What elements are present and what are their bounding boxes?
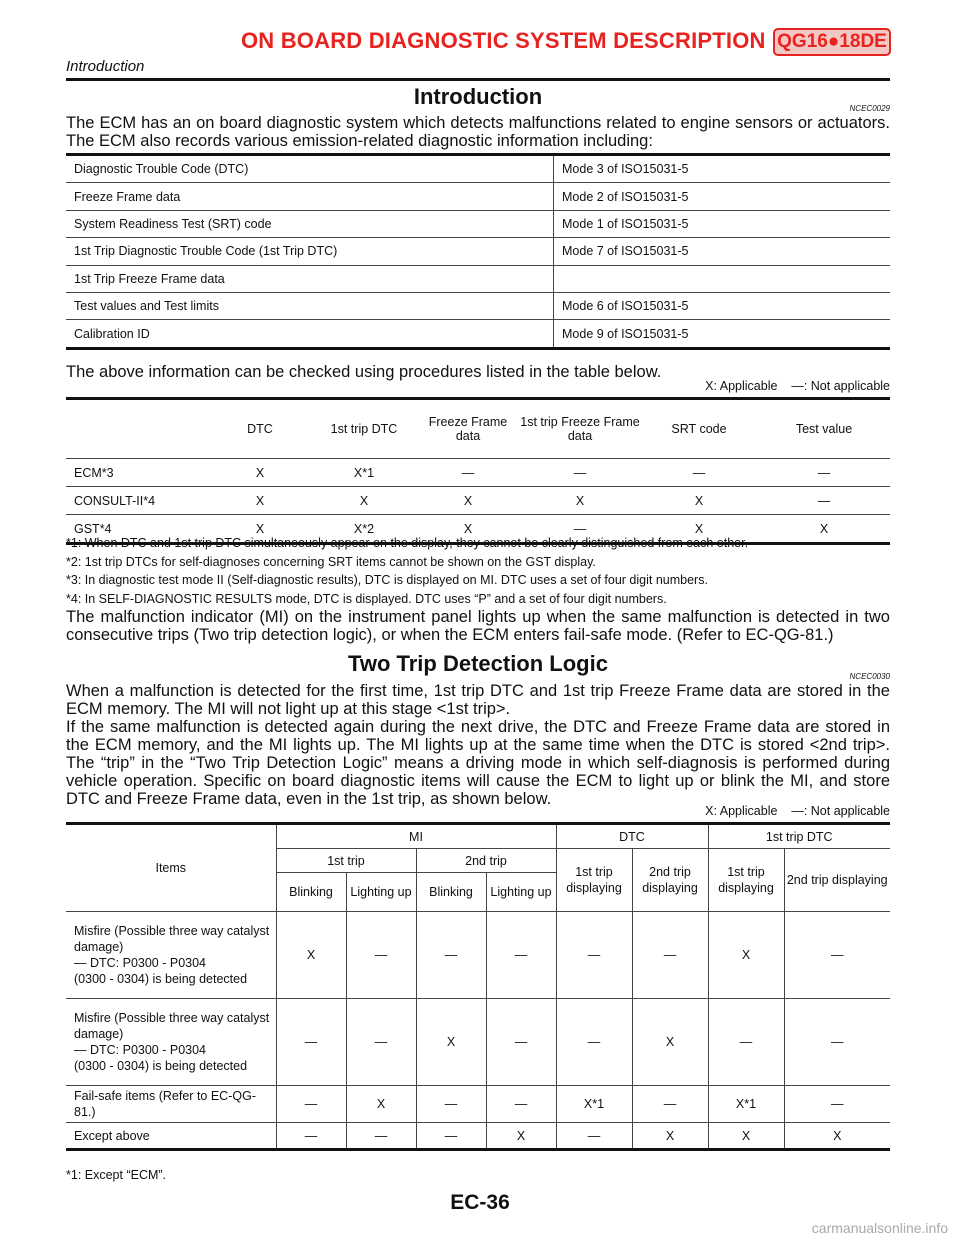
two-trip-cell: X xyxy=(276,912,346,999)
procedure-col-header: Freeze Frame data xyxy=(416,399,520,459)
two-trip-cell: — xyxy=(416,912,486,999)
intro-text: The ECM has an on board diagnostic system which detects malfunctions related to engine sensors or actuators. The ECM also records various emission-related diagnostic information including: xyxy=(66,114,890,150)
procedure-cell: — xyxy=(416,459,520,487)
watermark: carmanualsonline.info xyxy=(811,1220,948,1236)
two-trip-para-2: If the same malfunction is detected again during the next drive, the DTC and Freeze Frame data are stored in the ECM memory, and the MI lights up. The MI lights up at the same time when the DTC is stored <2nd trip>. The “trip” in the “Two Trip Detection Logic” means a driving mode in which self-diagnosis is performed during vehicle operation. Specific on board diagnostic items will cause the ECM to light up or blink the MI, and store DTC and Freeze Frame data, even in the 1st trip, as shown below. xyxy=(66,718,890,808)
mi-2nd-trip-header: 2nd trip xyxy=(416,849,556,873)
procedure-cell: X xyxy=(520,487,640,515)
dtc-2nd-trip-displaying: 2nd trip displaying xyxy=(632,849,708,912)
two-trip-code: NCEC0030 xyxy=(849,672,890,681)
info-name: System Readiness Test (SRT) code xyxy=(66,210,554,237)
mi-text: The malfunction indicator (MI) on the instrument panel lights up when the same malfunction is detected in two consecutive trips (Two trip detection logic), or when the ECM enters fail-safe mode. (Refer to EC-QG-81.) xyxy=(66,608,890,644)
two-trip-table xyxy=(66,822,890,1151)
procedure-cell: X xyxy=(416,515,520,544)
engine-code-badge: QG16●18DE xyxy=(773,28,891,56)
first-dtc-1st-trip-displaying: 1st trip displaying xyxy=(708,849,784,912)
legend-1: X: Applicable —: Not applicable xyxy=(705,379,890,393)
two-trip-title: Two Trip Detection Logic xyxy=(348,651,608,676)
two-trip-cell: — xyxy=(486,999,556,1086)
two-trip-cell: — xyxy=(708,999,784,1086)
procedure-cell: X xyxy=(312,487,416,515)
info-row xyxy=(66,183,890,210)
info-name: Diagnostic Trouble Code (DTC) xyxy=(66,155,554,183)
procedure-cell: — xyxy=(758,487,890,515)
two-trip-row xyxy=(66,999,890,1086)
two-trip-cell: — xyxy=(784,999,890,1086)
procedure-cell: X xyxy=(208,515,312,544)
procedure-cell: X xyxy=(640,515,758,544)
two-trip-row xyxy=(66,1086,890,1123)
footnotes xyxy=(66,534,748,608)
info-name: Freeze Frame data xyxy=(66,183,554,210)
procedure-cell: — xyxy=(520,459,640,487)
info-row xyxy=(66,155,890,183)
procedure-cell: X xyxy=(640,487,758,515)
procedure-row xyxy=(66,487,890,515)
info-mode: Mode 7 of ISO15031-5 xyxy=(554,238,891,265)
two-trip-cell: — xyxy=(346,912,416,999)
mi-paragraph xyxy=(66,608,890,644)
two-trip-cell: X xyxy=(708,1123,784,1150)
info-table xyxy=(66,153,890,350)
procedure-table-header-row xyxy=(66,399,890,459)
procedure-row-label: ECM*3 xyxy=(66,459,208,487)
info-row xyxy=(66,320,890,348)
two-trip-cell: — xyxy=(556,1123,632,1150)
two-trip-cell: — xyxy=(556,999,632,1086)
mi-2nd-blinking: Blinking xyxy=(416,873,486,912)
procedure-col-header: 1st trip DTC xyxy=(312,399,416,459)
procedure-col-header xyxy=(66,399,208,459)
two-trip-item: Misfire (Possible three way catalyst damage) — DTC: P0300 - P0304 (0300 - 0304) is being detected xyxy=(66,912,276,999)
info-name: 1st Trip Diagnostic Trouble Code (1st Trip DTC) xyxy=(66,238,554,265)
procedure-cell: — xyxy=(758,459,890,487)
info-name: Test values and Test limits xyxy=(66,292,554,319)
header-title: ON BOARD DIAGNOSTIC SYSTEM DESCRIPTION xyxy=(241,28,766,53)
two-trip-cell: X xyxy=(416,999,486,1086)
procedure-col-header: Test value xyxy=(758,399,890,459)
two-trip-cell: — xyxy=(632,912,708,999)
two-trip-cell: X xyxy=(632,1123,708,1150)
procedure-cell: X xyxy=(416,487,520,515)
intro-paragraph xyxy=(66,114,890,150)
two-trip-para-1: When a malfunction is detected for the first time, 1st trip DTC and 1st trip Freeze Frame data are stored in the ECM memory. The MI will not light up at this stage <1st trip>. xyxy=(66,682,890,718)
mi-header: MI xyxy=(276,824,556,849)
mi-1st-lighting-up: Lighting up xyxy=(346,873,416,912)
header-rule xyxy=(66,78,890,81)
info-row xyxy=(66,238,890,265)
first-dtc-2nd-trip-displaying: 2nd trip displaying xyxy=(784,849,890,912)
mi-1st-blinking: Blinking xyxy=(276,873,346,912)
two-trip-cell: — xyxy=(276,999,346,1086)
two-trip-cell: X xyxy=(346,1086,416,1123)
two-trip-cell: — xyxy=(784,912,890,999)
info-name: Calibration ID xyxy=(66,320,554,348)
procedure-col-header: DTC xyxy=(208,399,312,459)
procedure-cell: — xyxy=(520,515,640,544)
two-trip-cell: X xyxy=(784,1123,890,1150)
procedure-row xyxy=(66,459,890,487)
two-trip-cell: — xyxy=(556,912,632,999)
dtc-header: DTC xyxy=(556,824,708,849)
procedure-cell: X*1 xyxy=(312,459,416,487)
procedure-col-header: 1st trip Freeze Frame data xyxy=(520,399,640,459)
two-trip-table-body xyxy=(66,912,890,1150)
two-trip-cell: — xyxy=(632,1086,708,1123)
two-trip-row xyxy=(66,912,890,999)
two-trip-cell: — xyxy=(416,1123,486,1150)
info-mode: Mode 9 of ISO15031-5 xyxy=(554,320,891,348)
footnote: *2: 1st trip DTCs for self-diagnoses concerning SRT items cannot be shown on the GST display. xyxy=(66,554,596,569)
mi-2nd-lighting-up: Lighting up xyxy=(486,873,556,912)
two-trip-item: Except above xyxy=(66,1123,276,1150)
two-trip-item: Fail-safe items (Refer to EC-QG-81.) xyxy=(66,1086,276,1123)
items-header: Items xyxy=(66,824,276,912)
two-trip-cell: — xyxy=(486,1086,556,1123)
two-trip-cell: — xyxy=(346,999,416,1086)
info-mode: Mode 2 of ISO15031-5 xyxy=(554,183,891,210)
mi-1st-trip-header: 1st trip xyxy=(276,849,416,873)
footnote: *1: When DTC and 1st trip DTC simultaneously appear on the display, they cannot be clearly distinguished from each other. xyxy=(66,536,749,550)
procedure-table-body xyxy=(66,459,890,544)
two-trip-paragraphs xyxy=(66,682,890,808)
info-mode xyxy=(554,265,891,292)
info-mode: Mode 1 of ISO15031-5 xyxy=(554,210,891,237)
page-number: EC-36 xyxy=(450,1191,510,1214)
info-row xyxy=(66,265,890,292)
info-table-body xyxy=(66,155,890,349)
footnote: *4: In SELF-DIAGNOSTIC RESULTS mode, DTC is displayed. DTC uses “P” and a set of four digit numbers. xyxy=(66,591,667,606)
info-row xyxy=(66,210,890,237)
footnote: *3: In diagnostic test mode II (Self-diagnostic results), DTC is displayed on MI. DTC uses a set of four digit numbers. xyxy=(66,573,708,587)
two-trip-cell: — xyxy=(416,1086,486,1123)
procedure-cell: X xyxy=(208,459,312,487)
two-trip-note: *1: Except “ECM”. xyxy=(66,1168,167,1182)
header-subtitle: Introduction xyxy=(66,58,145,75)
info-row xyxy=(66,292,890,319)
two-trip-cell: — xyxy=(784,1086,890,1123)
dtc-1st-trip-displaying: 1st trip displaying xyxy=(556,849,632,912)
procedure-cell: X*2 xyxy=(312,515,416,544)
two-trip-cell: X xyxy=(708,912,784,999)
two-trip-row xyxy=(66,1123,890,1150)
info-mode: Mode 3 of ISO15031-5 xyxy=(554,155,891,183)
intro-title: Introduction xyxy=(413,84,543,109)
two-trip-cell: — xyxy=(486,912,556,999)
two-trip-cell: X*1 xyxy=(556,1086,632,1123)
after-text: The above information can be checked using procedures listed in the table below. xyxy=(66,363,662,381)
two-trip-cell: X xyxy=(632,999,708,1086)
two-trip-cell: — xyxy=(276,1123,346,1150)
procedure-row-label: GST*4 xyxy=(66,515,208,544)
info-name: 1st Trip Freeze Frame data xyxy=(66,265,554,292)
procedure-col-header: SRT code xyxy=(640,399,758,459)
two-trip-cell: X*1 xyxy=(708,1086,784,1123)
legend-2: X: Applicable —: Not applicable xyxy=(705,804,890,818)
procedure-table xyxy=(66,397,890,545)
two-trip-cell: — xyxy=(346,1123,416,1150)
info-mode: Mode 6 of ISO15031-5 xyxy=(554,292,891,319)
two-trip-item: Misfire (Possible three way catalyst damage) — DTC: P0300 - P0304 (0300 - 0304) is being detected xyxy=(66,999,276,1086)
procedure-row-label: CONSULT-II*4 xyxy=(66,487,208,515)
two-trip-cell: X xyxy=(486,1123,556,1150)
two-trip-cell: — xyxy=(276,1086,346,1123)
procedure-cell: — xyxy=(640,459,758,487)
procedure-cell: X xyxy=(758,515,890,544)
intro-code: NCEC0029 xyxy=(849,104,890,113)
procedure-cell: X xyxy=(208,487,312,515)
first-trip-dtc-header: 1st trip DTC xyxy=(708,824,890,849)
